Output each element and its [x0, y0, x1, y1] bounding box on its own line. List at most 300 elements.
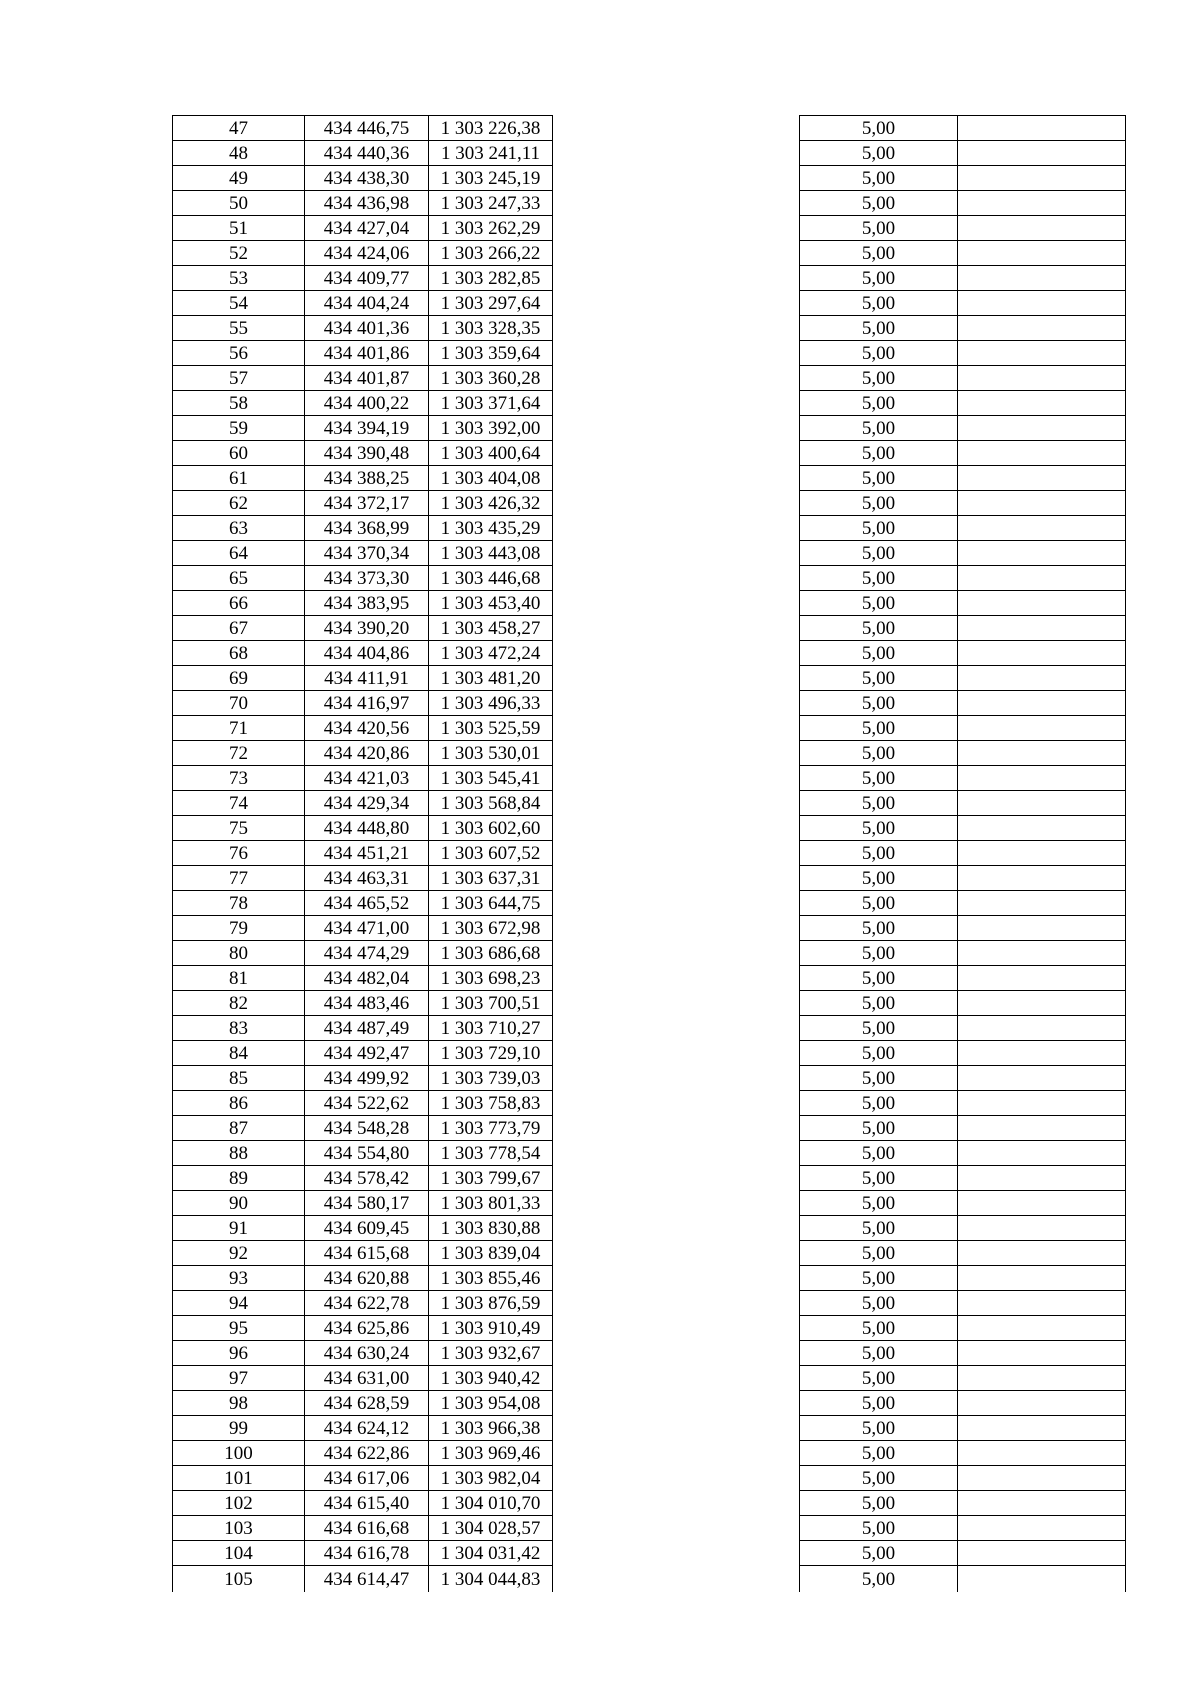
empty-cell	[553, 466, 800, 491]
point-number-cell: 53	[173, 266, 305, 291]
point-number-cell: 64	[173, 541, 305, 566]
note-cell	[958, 891, 1126, 916]
note-cell	[958, 341, 1126, 366]
note-cell	[958, 1041, 1126, 1066]
accuracy-cell: 5,00	[800, 366, 958, 391]
table-row	[173, 1241, 1126, 1266]
point-number-cell: 67	[173, 616, 305, 641]
note-cell	[958, 441, 1126, 466]
table-row	[173, 541, 1126, 566]
x-coordinate-cell: 434 370,34	[305, 541, 429, 566]
y-coordinate-cell: 1 303 241,11	[429, 141, 553, 166]
x-coordinate-cell: 434 631,00	[305, 1366, 429, 1391]
empty-cell	[553, 766, 800, 791]
x-coordinate-cell: 434 451,21	[305, 841, 429, 866]
accuracy-cell: 5,00	[800, 766, 958, 791]
point-number-cell: 88	[173, 1141, 305, 1166]
note-cell	[958, 1266, 1126, 1291]
accuracy-cell: 5,00	[800, 1116, 958, 1141]
y-coordinate-cell: 1 303 729,10	[429, 1041, 553, 1066]
y-coordinate-cell: 1 303 910,49	[429, 1316, 553, 1341]
note-cell	[958, 691, 1126, 716]
empty-cell	[553, 741, 800, 766]
note-cell	[958, 1466, 1126, 1491]
note-cell	[958, 1391, 1126, 1416]
point-number-cell: 60	[173, 441, 305, 466]
x-coordinate-cell: 434 622,86	[305, 1441, 429, 1466]
note-cell	[958, 541, 1126, 566]
table-row	[173, 1141, 1126, 1166]
empty-cell	[553, 1216, 800, 1241]
point-number-cell: 100	[173, 1441, 305, 1466]
accuracy-cell: 5,00	[800, 1166, 958, 1191]
accuracy-cell: 5,00	[800, 1291, 958, 1316]
point-number-cell: 55	[173, 316, 305, 341]
empty-cell	[553, 366, 800, 391]
empty-cell	[553, 1566, 800, 1593]
accuracy-cell: 5,00	[800, 1416, 958, 1441]
accuracy-cell: 5,00	[800, 1491, 958, 1516]
x-coordinate-cell: 434 482,04	[305, 966, 429, 991]
accuracy-cell: 5,00	[800, 1016, 958, 1041]
empty-cell	[553, 866, 800, 891]
x-coordinate-cell: 434 487,49	[305, 1016, 429, 1041]
empty-cell	[553, 1141, 800, 1166]
y-coordinate-cell: 1 303 778,54	[429, 1141, 553, 1166]
note-cell	[958, 616, 1126, 641]
empty-cell	[553, 166, 800, 191]
accuracy-cell: 5,00	[800, 1316, 958, 1341]
empty-cell	[553, 266, 800, 291]
y-coordinate-cell: 1 303 266,22	[429, 241, 553, 266]
note-cell	[958, 141, 1126, 166]
accuracy-cell: 5,00	[800, 1091, 958, 1116]
note-cell	[958, 316, 1126, 341]
y-coordinate-cell: 1 303 710,27	[429, 1016, 553, 1041]
y-coordinate-cell: 1 303 855,46	[429, 1266, 553, 1291]
accuracy-cell: 5,00	[800, 1391, 958, 1416]
table-row	[173, 491, 1126, 516]
empty-cell	[553, 916, 800, 941]
table-row	[173, 1016, 1126, 1041]
point-number-cell: 63	[173, 516, 305, 541]
note-cell	[958, 1016, 1126, 1041]
point-number-cell: 89	[173, 1166, 305, 1191]
table-row	[173, 616, 1126, 641]
y-coordinate-cell: 1 303 404,08	[429, 466, 553, 491]
x-coordinate-cell: 434 429,34	[305, 791, 429, 816]
point-number-cell: 102	[173, 1491, 305, 1516]
point-number-cell: 105	[173, 1566, 305, 1593]
empty-cell	[553, 566, 800, 591]
point-number-cell: 99	[173, 1416, 305, 1441]
y-coordinate-cell: 1 304 044,83	[429, 1566, 553, 1593]
point-number-cell: 48	[173, 141, 305, 166]
table-row	[173, 591, 1126, 616]
y-coordinate-cell: 1 303 247,33	[429, 191, 553, 216]
empty-cell	[553, 216, 800, 241]
y-coordinate-cell: 1 303 245,19	[429, 166, 553, 191]
empty-cell	[553, 116, 800, 141]
empty-cell	[553, 1166, 800, 1191]
accuracy-cell: 5,00	[800, 141, 958, 166]
note-cell	[958, 916, 1126, 941]
point-number-cell: 58	[173, 391, 305, 416]
accuracy-cell: 5,00	[800, 591, 958, 616]
table-row	[173, 891, 1126, 916]
note-cell	[958, 1091, 1126, 1116]
accuracy-cell: 5,00	[800, 291, 958, 316]
table-row	[173, 516, 1126, 541]
point-number-cell: 75	[173, 816, 305, 841]
empty-cell	[553, 516, 800, 541]
y-coordinate-cell: 1 303 297,64	[429, 291, 553, 316]
point-number-cell: 54	[173, 291, 305, 316]
empty-cell	[553, 1391, 800, 1416]
point-number-cell: 69	[173, 666, 305, 691]
empty-cell	[553, 241, 800, 266]
point-number-cell: 50	[173, 191, 305, 216]
note-cell	[958, 966, 1126, 991]
accuracy-cell: 5,00	[800, 1566, 958, 1593]
point-number-cell: 56	[173, 341, 305, 366]
y-coordinate-cell: 1 303 359,64	[429, 341, 553, 366]
table-row	[173, 316, 1126, 341]
empty-cell	[553, 1266, 800, 1291]
y-coordinate-cell: 1 304 010,70	[429, 1491, 553, 1516]
point-number-cell: 68	[173, 641, 305, 666]
point-number-cell: 78	[173, 891, 305, 916]
empty-cell	[553, 691, 800, 716]
accuracy-cell: 5,00	[800, 716, 958, 741]
x-coordinate-cell: 434 424,06	[305, 241, 429, 266]
point-number-cell: 84	[173, 1041, 305, 1066]
point-number-cell: 92	[173, 1241, 305, 1266]
note-cell	[958, 266, 1126, 291]
empty-cell	[553, 391, 800, 416]
note-cell	[958, 241, 1126, 266]
y-coordinate-cell: 1 303 932,67	[429, 1341, 553, 1366]
empty-cell	[553, 1091, 800, 1116]
x-coordinate-cell: 434 421,03	[305, 766, 429, 791]
table-row	[173, 416, 1126, 441]
note-cell	[958, 941, 1126, 966]
y-coordinate-cell: 1 303 607,52	[429, 841, 553, 866]
empty-cell	[553, 1016, 800, 1041]
table-row	[173, 1441, 1126, 1466]
x-coordinate-cell: 434 624,12	[305, 1416, 429, 1441]
point-number-cell: 79	[173, 916, 305, 941]
y-coordinate-cell: 1 303 982,04	[429, 1466, 553, 1491]
empty-cell	[553, 666, 800, 691]
y-coordinate-cell: 1 303 446,68	[429, 566, 553, 591]
table-row	[173, 791, 1126, 816]
table-row	[173, 1366, 1126, 1391]
note-cell	[958, 1441, 1126, 1466]
y-coordinate-cell: 1 303 758,83	[429, 1091, 553, 1116]
table-row	[173, 1566, 1126, 1593]
note-cell	[958, 216, 1126, 241]
accuracy-cell: 5,00	[800, 1441, 958, 1466]
note-cell	[958, 366, 1126, 391]
x-coordinate-cell: 434 409,77	[305, 266, 429, 291]
table-row	[173, 866, 1126, 891]
table-row	[173, 241, 1126, 266]
empty-cell	[553, 966, 800, 991]
table-row	[173, 941, 1126, 966]
point-number-cell: 47	[173, 116, 305, 141]
x-coordinate-cell: 434 383,95	[305, 591, 429, 616]
accuracy-cell: 5,00	[800, 216, 958, 241]
y-coordinate-cell: 1 303 453,40	[429, 591, 553, 616]
note-cell	[958, 291, 1126, 316]
accuracy-cell: 5,00	[800, 541, 958, 566]
x-coordinate-cell: 434 411,91	[305, 666, 429, 691]
table-row	[173, 966, 1126, 991]
x-coordinate-cell: 434 440,36	[305, 141, 429, 166]
note-cell	[958, 566, 1126, 591]
accuracy-cell: 5,00	[800, 1066, 958, 1091]
table-row	[173, 691, 1126, 716]
coordinates-table	[172, 115, 1126, 1592]
accuracy-cell: 5,00	[800, 241, 958, 266]
point-number-cell: 57	[173, 366, 305, 391]
note-cell	[958, 641, 1126, 666]
table-row	[173, 1291, 1126, 1316]
note-cell	[958, 766, 1126, 791]
note-cell	[958, 1316, 1126, 1341]
x-coordinate-cell: 434 427,04	[305, 216, 429, 241]
y-coordinate-cell: 1 303 700,51	[429, 991, 553, 1016]
y-coordinate-cell: 1 304 031,42	[429, 1541, 553, 1566]
empty-cell	[553, 1516, 800, 1541]
empty-cell	[553, 791, 800, 816]
x-coordinate-cell: 434 420,86	[305, 741, 429, 766]
table-row	[173, 1041, 1126, 1066]
table-row	[173, 391, 1126, 416]
accuracy-cell: 5,00	[800, 516, 958, 541]
x-coordinate-cell: 434 390,48	[305, 441, 429, 466]
accuracy-cell: 5,00	[800, 266, 958, 291]
accuracy-cell: 5,00	[800, 1266, 958, 1291]
y-coordinate-cell: 1 303 262,29	[429, 216, 553, 241]
y-coordinate-cell: 1 303 435,29	[429, 516, 553, 541]
point-number-cell: 66	[173, 591, 305, 616]
point-number-cell: 49	[173, 166, 305, 191]
accuracy-cell: 5,00	[800, 891, 958, 916]
table-row	[173, 1516, 1126, 1541]
point-number-cell: 96	[173, 1341, 305, 1366]
x-coordinate-cell: 434 436,98	[305, 191, 429, 216]
note-cell	[958, 1541, 1126, 1566]
accuracy-cell: 5,00	[800, 341, 958, 366]
note-cell	[958, 1416, 1126, 1441]
point-number-cell: 72	[173, 741, 305, 766]
y-coordinate-cell: 1 303 443,08	[429, 541, 553, 566]
y-coordinate-cell: 1 303 525,59	[429, 716, 553, 741]
empty-cell	[553, 416, 800, 441]
table-row	[173, 566, 1126, 591]
y-coordinate-cell: 1 303 966,38	[429, 1416, 553, 1441]
point-number-cell: 51	[173, 216, 305, 241]
x-coordinate-cell: 434 616,68	[305, 1516, 429, 1541]
note-cell	[958, 591, 1126, 616]
y-coordinate-cell: 1 303 392,00	[429, 416, 553, 441]
table-row	[173, 716, 1126, 741]
y-coordinate-cell: 1 303 954,08	[429, 1391, 553, 1416]
point-number-cell: 95	[173, 1316, 305, 1341]
x-coordinate-cell: 434 630,24	[305, 1341, 429, 1366]
accuracy-cell: 5,00	[800, 816, 958, 841]
table-row	[173, 1166, 1126, 1191]
table-row	[173, 916, 1126, 941]
x-coordinate-cell: 434 401,36	[305, 316, 429, 341]
accuracy-cell: 5,00	[800, 941, 958, 966]
empty-cell	[553, 1316, 800, 1341]
point-number-cell: 86	[173, 1091, 305, 1116]
x-coordinate-cell: 434 394,19	[305, 416, 429, 441]
y-coordinate-cell: 1 303 481,20	[429, 666, 553, 691]
x-coordinate-cell: 434 578,42	[305, 1166, 429, 1191]
note-cell	[958, 1216, 1126, 1241]
note-cell	[958, 666, 1126, 691]
table-row	[173, 1391, 1126, 1416]
point-number-cell: 65	[173, 566, 305, 591]
note-cell	[958, 116, 1126, 141]
x-coordinate-cell: 434 620,88	[305, 1266, 429, 1291]
table-row	[173, 191, 1126, 216]
note-cell	[958, 841, 1126, 866]
empty-cell	[553, 341, 800, 366]
point-number-cell: 74	[173, 791, 305, 816]
accuracy-cell: 5,00	[800, 741, 958, 766]
x-coordinate-cell: 434 448,80	[305, 816, 429, 841]
x-coordinate-cell: 434 622,78	[305, 1291, 429, 1316]
accuracy-cell: 5,00	[800, 1466, 958, 1491]
x-coordinate-cell: 434 483,46	[305, 991, 429, 1016]
empty-cell	[553, 1341, 800, 1366]
accuracy-cell: 5,00	[800, 1041, 958, 1066]
y-coordinate-cell: 1 303 496,33	[429, 691, 553, 716]
x-coordinate-cell: 434 580,17	[305, 1191, 429, 1216]
note-cell	[958, 1166, 1126, 1191]
y-coordinate-cell: 1 303 602,60	[429, 816, 553, 841]
accuracy-cell: 5,00	[800, 966, 958, 991]
y-coordinate-cell: 1 303 799,67	[429, 1166, 553, 1191]
note-cell	[958, 1366, 1126, 1391]
empty-cell	[553, 1241, 800, 1266]
y-coordinate-cell: 1 303 400,64	[429, 441, 553, 466]
y-coordinate-cell: 1 303 839,04	[429, 1241, 553, 1266]
x-coordinate-cell: 434 615,68	[305, 1241, 429, 1266]
table-row	[173, 1416, 1126, 1441]
empty-cell	[553, 1116, 800, 1141]
y-coordinate-cell: 1 303 940,42	[429, 1366, 553, 1391]
table-row	[173, 341, 1126, 366]
note-cell	[958, 466, 1126, 491]
note-cell	[958, 1291, 1126, 1316]
table-row	[173, 1316, 1126, 1341]
y-coordinate-cell: 1 303 830,88	[429, 1216, 553, 1241]
accuracy-cell: 5,00	[800, 1341, 958, 1366]
x-coordinate-cell: 434 420,56	[305, 716, 429, 741]
y-coordinate-cell: 1 303 371,64	[429, 391, 553, 416]
table-row	[173, 366, 1126, 391]
empty-cell	[553, 941, 800, 966]
accuracy-cell: 5,00	[800, 491, 958, 516]
point-number-cell: 91	[173, 1216, 305, 1241]
table-row	[173, 216, 1126, 241]
accuracy-cell: 5,00	[800, 691, 958, 716]
y-coordinate-cell: 1 303 426,32	[429, 491, 553, 516]
coordinates-table-body	[173, 116, 1126, 1593]
table-row	[173, 816, 1126, 841]
point-number-cell: 87	[173, 1116, 305, 1141]
y-coordinate-cell: 1 303 530,01	[429, 741, 553, 766]
point-number-cell: 76	[173, 841, 305, 866]
empty-cell	[553, 491, 800, 516]
empty-cell	[553, 316, 800, 341]
note-cell	[958, 1116, 1126, 1141]
empty-cell	[553, 1416, 800, 1441]
table-row	[173, 141, 1126, 166]
note-cell	[958, 1566, 1126, 1593]
table-row	[173, 466, 1126, 491]
point-number-cell: 104	[173, 1541, 305, 1566]
accuracy-cell: 5,00	[800, 1516, 958, 1541]
empty-cell	[553, 541, 800, 566]
empty-cell	[553, 891, 800, 916]
table-row	[173, 1216, 1126, 1241]
accuracy-cell: 5,00	[800, 316, 958, 341]
note-cell	[958, 516, 1126, 541]
point-number-cell: 97	[173, 1366, 305, 1391]
x-coordinate-cell: 434 522,62	[305, 1091, 429, 1116]
x-coordinate-cell: 434 438,30	[305, 166, 429, 191]
x-coordinate-cell: 434 463,31	[305, 866, 429, 891]
x-coordinate-cell: 434 614,47	[305, 1566, 429, 1593]
point-number-cell: 85	[173, 1066, 305, 1091]
note-cell	[958, 866, 1126, 891]
point-number-cell: 52	[173, 241, 305, 266]
empty-cell	[553, 841, 800, 866]
point-number-cell: 93	[173, 1266, 305, 1291]
table-row	[173, 441, 1126, 466]
accuracy-cell: 5,00	[800, 1541, 958, 1566]
point-number-cell: 77	[173, 866, 305, 891]
note-cell	[958, 166, 1126, 191]
empty-cell	[553, 1441, 800, 1466]
point-number-cell: 94	[173, 1291, 305, 1316]
x-coordinate-cell: 434 416,97	[305, 691, 429, 716]
note-cell	[958, 191, 1126, 216]
x-coordinate-cell: 434 628,59	[305, 1391, 429, 1416]
y-coordinate-cell: 1 303 876,59	[429, 1291, 553, 1316]
x-coordinate-cell: 434 548,28	[305, 1116, 429, 1141]
table-row	[173, 266, 1126, 291]
accuracy-cell: 5,00	[800, 166, 958, 191]
accuracy-cell: 5,00	[800, 916, 958, 941]
empty-cell	[553, 641, 800, 666]
x-coordinate-cell: 434 400,22	[305, 391, 429, 416]
table-row	[173, 1541, 1126, 1566]
accuracy-cell: 5,00	[800, 641, 958, 666]
accuracy-cell: 5,00	[800, 791, 958, 816]
note-cell	[958, 1241, 1126, 1266]
empty-cell	[553, 291, 800, 316]
table-row	[173, 1091, 1126, 1116]
table-row	[173, 1491, 1126, 1516]
